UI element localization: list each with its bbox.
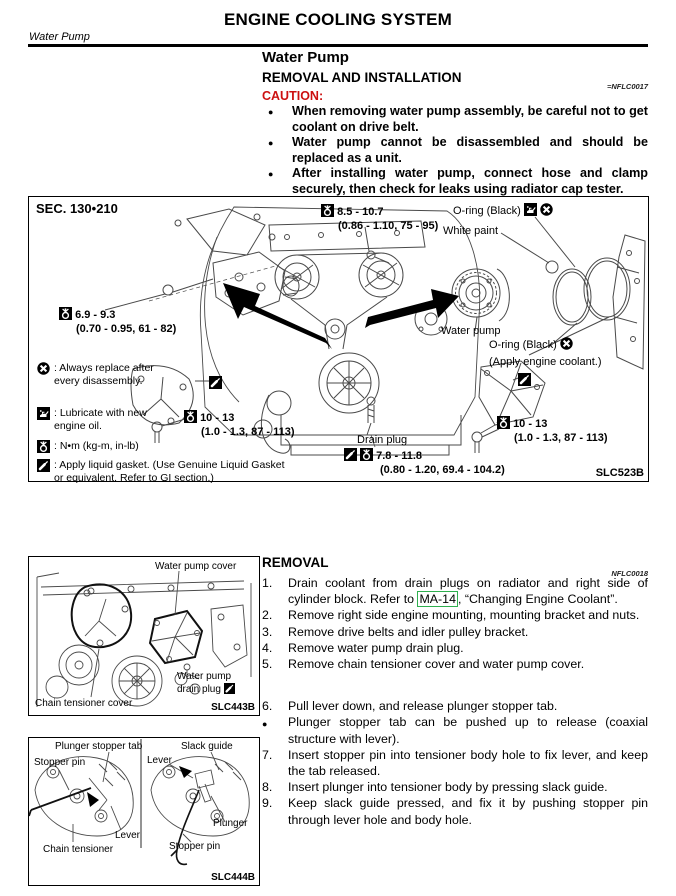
- step-text: Insert plunger into tensioner body by pressing slack guide.: [288, 780, 608, 795]
- cover-location-figure: [28, 556, 260, 716]
- torque-value: 8.5 - 10.7: [337, 206, 384, 218]
- step-text: Remove drive belts and idler pulley bracket.: [288, 624, 529, 639]
- step-text-post: , “Changing Engine Coolant”.: [457, 592, 618, 607]
- step-text: Remove right side engine mounting, mounting bracket and nuts.: [288, 608, 640, 623]
- gasket-icon: [209, 374, 222, 392]
- caution-label: CAUTION:: [262, 89, 324, 103]
- step-item: [262, 575, 648, 607]
- label-plunger: Plunger: [213, 818, 248, 829]
- label-stopper-pin-left: Stopper pin: [34, 757, 86, 768]
- step-text-pre: Drain coolant from drain plugs on radiator and right side of cylinder block. Refer to: [288, 576, 648, 607]
- label-text: O-ring (Black): [489, 339, 557, 351]
- caution-list: [262, 104, 648, 198]
- step-number: 5.: [262, 657, 273, 672]
- ref-code: NFLC0018: [611, 569, 648, 578]
- torque-pump-bolt: [321, 204, 438, 233]
- replace-icon: [560, 337, 573, 350]
- legend-torque: [37, 440, 257, 453]
- step-text: Plunger stopper tab can be pushed up to release (coaxial structure with lever).: [288, 715, 648, 746]
- legend-oil: [37, 407, 147, 433]
- step-item: [262, 698, 648, 714]
- label-oring-bottom: [489, 337, 602, 369]
- step-number: 3.: [262, 624, 273, 639]
- torque-detail: (1.0 - 1.3, 87 - 113): [201, 425, 295, 438]
- step-number: 8.: [262, 780, 273, 795]
- step-text: Remove water pump drain plug.: [288, 640, 464, 655]
- caution-text: When removing water pump assembly, be careful not to get coolant on drive belt.: [292, 104, 648, 134]
- page-subtitle: Water Pump: [29, 31, 90, 43]
- step-number: 9.: [262, 796, 273, 811]
- label-line: Water pump: [177, 671, 232, 682]
- bullet-marker: ●: [268, 169, 274, 180]
- torque-icon: [37, 440, 50, 453]
- figure-code: SLC444B: [211, 872, 255, 883]
- removal-heading: REMOVAL: [262, 555, 329, 570]
- step-item: [262, 624, 648, 640]
- oil-icon: [37, 407, 50, 420]
- caution-item: [262, 166, 648, 197]
- figure-sec-label: SEC. 130•210: [36, 201, 118, 216]
- legend-replace: [37, 362, 155, 388]
- torque-icon: [360, 448, 373, 461]
- chain-tensioner-figure: [28, 737, 260, 886]
- legend-text: : Apply liquid gasket. (Use Genuine Liquid Gasket or equivalent. Refer to GI section.): [54, 459, 285, 484]
- legend-text: : Lubricate with new engine oil.: [54, 407, 147, 432]
- label-note: (Apply engine coolant.): [489, 356, 602, 368]
- step-item: [262, 714, 648, 746]
- torque-value: 7.8 - 11.8: [376, 450, 422, 462]
- torque-detail: (1.0 - 1.3, 87 - 113): [514, 431, 608, 444]
- torque-value: 6.9 - 9.3: [75, 309, 116, 321]
- torque-detail: (0.80 - 1.20, 69.4 - 104.2): [380, 463, 505, 476]
- torque-tensioner-bolt: [59, 307, 176, 336]
- page-title: ENGINE COOLING SYSTEM: [223, 10, 453, 29]
- step-text: [288, 575, 648, 607]
- label-white-paint: White paint: [443, 225, 499, 237]
- label-stopper-pin-right: Stopper pin: [169, 841, 221, 852]
- caution-item: [262, 135, 648, 166]
- label-chain-tensioner-cover: Chain tensioner cover: [35, 698, 133, 709]
- label-lever-right: Lever: [147, 755, 173, 766]
- label-water-pump-cover: Water pump cover: [155, 561, 237, 572]
- bullet-marker: ●: [268, 107, 274, 117]
- torque-right-cover-bolt: [497, 416, 608, 445]
- caution-text: After installing water pump, connect hose and clamp securely, then check for leaks using radiator cap tester.: [292, 166, 648, 196]
- label-chain-tensioner: Chain tensioner: [43, 844, 114, 855]
- gasket-icon: [518, 371, 531, 389]
- label-water-pump-drain-plug: [177, 671, 235, 695]
- intro-section: [262, 49, 648, 198]
- step-item: [262, 795, 648, 827]
- header-rule: [28, 44, 648, 47]
- ma-14-link[interactable]: MA-14: [419, 592, 456, 607]
- replace-icon: [37, 362, 50, 375]
- step-number: 7.: [262, 747, 273, 762]
- gasket-icon: [344, 448, 357, 461]
- step-item: [262, 747, 648, 779]
- bullet-marker: ●: [262, 719, 268, 730]
- label-text: O-ring (Black): [453, 205, 521, 217]
- label-line: drain plug: [177, 683, 221, 695]
- oil-icon: [524, 203, 537, 216]
- legend-text: : N•m (kg-m, in-lb): [54, 440, 139, 452]
- figure-code: SLC523B: [595, 467, 644, 479]
- step-text: Pull lever down, and release plunger stopper tab.: [288, 699, 558, 714]
- torque-drain-plug: [344, 448, 505, 477]
- label-drain-plug: Drain plug: [357, 434, 408, 446]
- ref-code: =NFLC0017: [606, 82, 648, 91]
- label-oring-top: [453, 203, 553, 218]
- torque-icon: [321, 204, 334, 217]
- label-slack-guide: Slack guide: [181, 741, 233, 752]
- caution-text: Water pump cannot be disassembled and should be replaced as a unit.: [292, 135, 648, 165]
- label-plunger-stopper-tab: Plunger stopper tab: [55, 741, 143, 752]
- removal-steps-2: [262, 698, 648, 828]
- step-number: 2.: [262, 608, 273, 623]
- torque-value: 10 - 13: [513, 418, 548, 430]
- legend-text: : Always replace after every disassembly.: [54, 362, 154, 387]
- subsection-heading: REMOVAL AND INSTALLATION: [262, 70, 462, 85]
- removal-section: [262, 554, 648, 828]
- caution-item: [262, 104, 648, 135]
- gasket-icon: [224, 683, 235, 694]
- removal-steps-1: [262, 575, 648, 672]
- torque-detail: (0.86 - 1.10, 75 - 95): [338, 219, 439, 232]
- step-number: 1.: [262, 576, 273, 590]
- step-number: 6.: [262, 699, 273, 714]
- gasket-icon: [37, 459, 50, 472]
- figure-code: SLC443B: [211, 702, 255, 713]
- replace-icon: [540, 203, 553, 216]
- torque-value: 10 - 13: [200, 412, 235, 424]
- label-lever-left: Lever: [115, 830, 141, 841]
- step-number: 4.: [262, 640, 273, 655]
- label-water-pump: Water pump: [441, 325, 501, 337]
- step-text: Insert stopper pin into tensioner body hole to fix lever, and keep the tab released.: [288, 747, 648, 779]
- main-exploded-figure: [28, 196, 649, 482]
- step-item: [262, 779, 648, 795]
- step-text: Remove chain tensioner cover and water pump cover.: [288, 657, 585, 672]
- torque-icon: [184, 410, 197, 423]
- section-heading: Water Pump: [262, 49, 349, 66]
- torque-icon: [59, 307, 72, 320]
- step-item: [262, 640, 648, 656]
- torque-icon: [497, 416, 510, 429]
- step-item: [262, 656, 648, 672]
- step-text: Keep slack guide pressed, and fix it by pushing stopper pin through lever hole and body hole.: [288, 796, 648, 827]
- step-item: [262, 607, 648, 623]
- legend-gasket: [37, 459, 287, 485]
- torque-detail: (0.70 - 0.95, 61 - 82): [76, 322, 177, 335]
- torque-left-cover-bolt: [184, 410, 295, 439]
- bullet-marker: ●: [268, 138, 274, 149]
